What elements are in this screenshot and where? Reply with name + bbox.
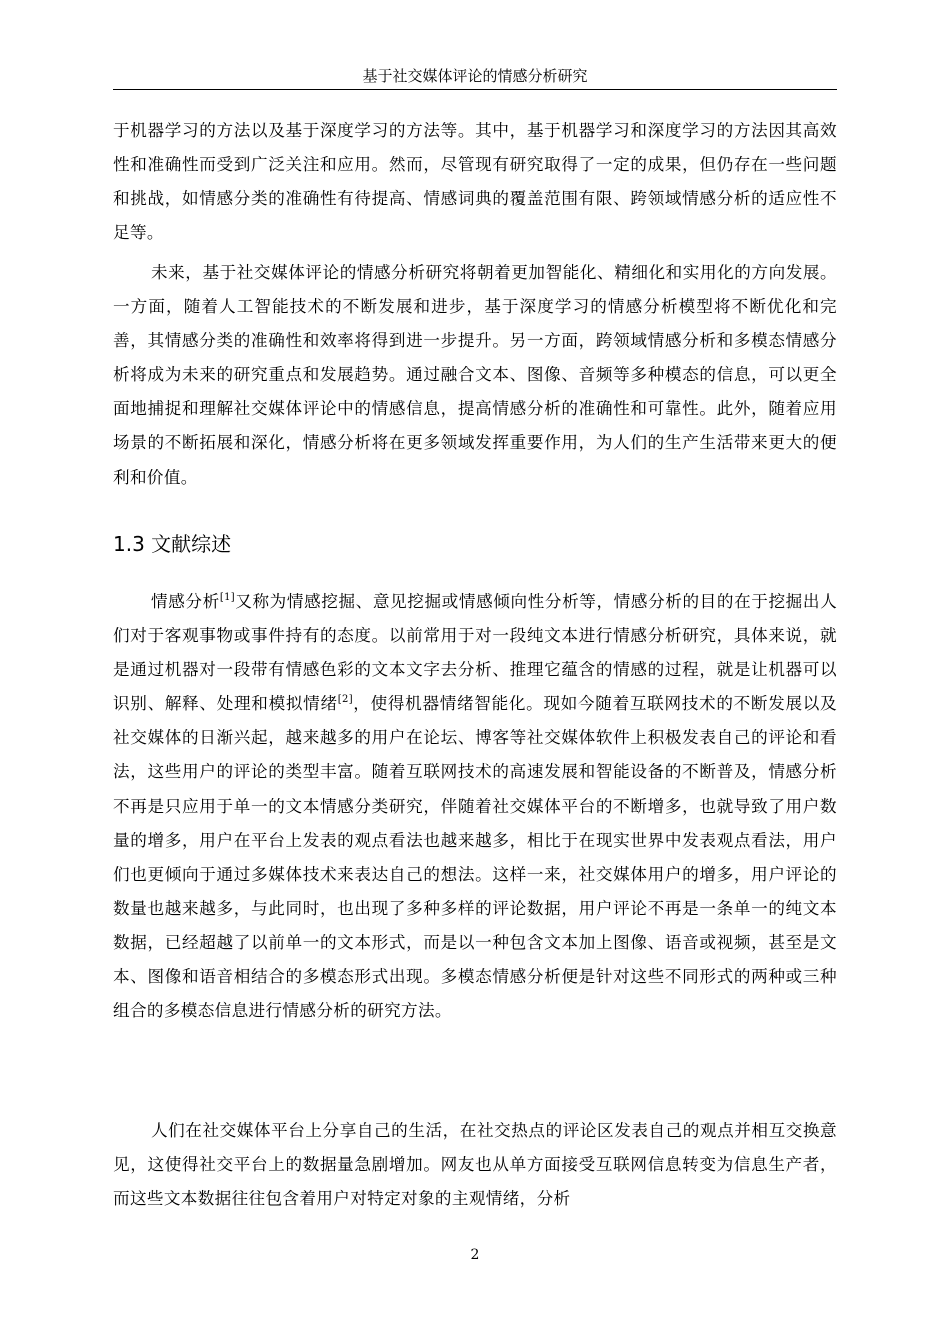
paragraph-text: 情感分析	[151, 592, 220, 611]
body-paragraph-4: 人们在社交媒体平台上分享自己的生活，在社交热点的评论区发表自己的观点并相互交换意见，这使得社交平台上的数据量急剧增加。网友也从单方面接受互联网信息转变为信息生产者，而这些文本数据往往包含着用户对特定对象的主观情绪，分析	[113, 1121, 837, 1209]
paragraph-text: ，使得机器情绪智能化。现如今随着互联网技术的不断发展以及社交媒体的日渐兴起，越来越多的用户在论坛、博客等社交媒体软件上积极发表自己的评论和看法，这些用户的评论的类型丰富。随着互联网技术的高速发展和智能设备的不断普及，情感分析不再是只应用于单一的文本情感分类研究，伴随着社交媒体平台的不断增多，也就导致了用户数量的增多，用户在平台上发表的观点看法也越来越多，相比于在现实世界中发表观点看法，用户们也更倾向于通过多媒体技术来表达自己的想法。这样一来，社交媒体用户的增多，用户评论的数量也越来越多，与此同时，也出现了多种多样的评论数据，用户评论不再是一条单一的纯文本数据，已经超越了以前单一的文本形式，而是以一种包含文本加上图像、语音或视频，甚至是文本、图像和语音相结合的多模态形式出现。多模态情感分析便是针对这些不同形式的两种或三种组合的多模态信息进行情感分析的研究方法。	[113, 694, 837, 1021]
body-paragraph-1: 于机器学习的方法以及基于深度学习的方法等。其中，基于机器学习和深度学习的方法因其高效性和准确性而受到广泛关注和应用。然而，尽管现有研究取得了一定的成果，但仍存在一些问题和挑战，如情感分类的准确性有待提高、情感词典的覆盖范围有限、跨领域情感分析的适应性不足等。	[113, 121, 837, 243]
section-heading: 1.3 文献综述	[113, 532, 232, 556]
body-paragraph-2: 未来，基于社交媒体评论的情感分析研究将朝着更加智能化、精细化和实用化的方向发展。一方面，随着人工智能技术的不断发展和进步，基于深度学习的情感分析模型将不断优化和完善，其情感分类的准确性和效率将得到进一步提升。另一方面，跨领域情感分析和多模态情感分析将成为未来的研究重点和发展趋势。通过融合文本、图像、音频等多种模态的信息，可以更全面地捕捉和理解社交媒体评论中的情感信息，提高情感分析的准确性和可靠性。此外，随着应用场景的不断拓展和深化，情感分析将在更多领域发挥重要作用，为人们的生产生活带来更大的便利和价值。	[113, 263, 837, 487]
page-number: 2	[470, 1247, 480, 1263]
header-divider	[113, 89, 837, 90]
body-paragraph-3	[113, 585, 837, 1028]
paragraph-text: 又称为情感挖掘、意见挖掘或情感倾向性分析等，情感分析的目的在于挖掘出人们对于客观事物或事件持有的态度。以前常用于对一段纯文本进行情感分析研究，具体来说，就是通过机器对一段带有情感色彩的文本文字去分析、推理它蕴含的情感的过程，就是让机器可以识别、解释、处理和模拟情绪	[113, 592, 838, 714]
citation-ref-2: [2]	[337, 694, 353, 706]
running-header-title: 基于社交媒体评论的情感分析研究	[362, 67, 588, 85]
citation-ref-1: [1]	[219, 592, 236, 603]
